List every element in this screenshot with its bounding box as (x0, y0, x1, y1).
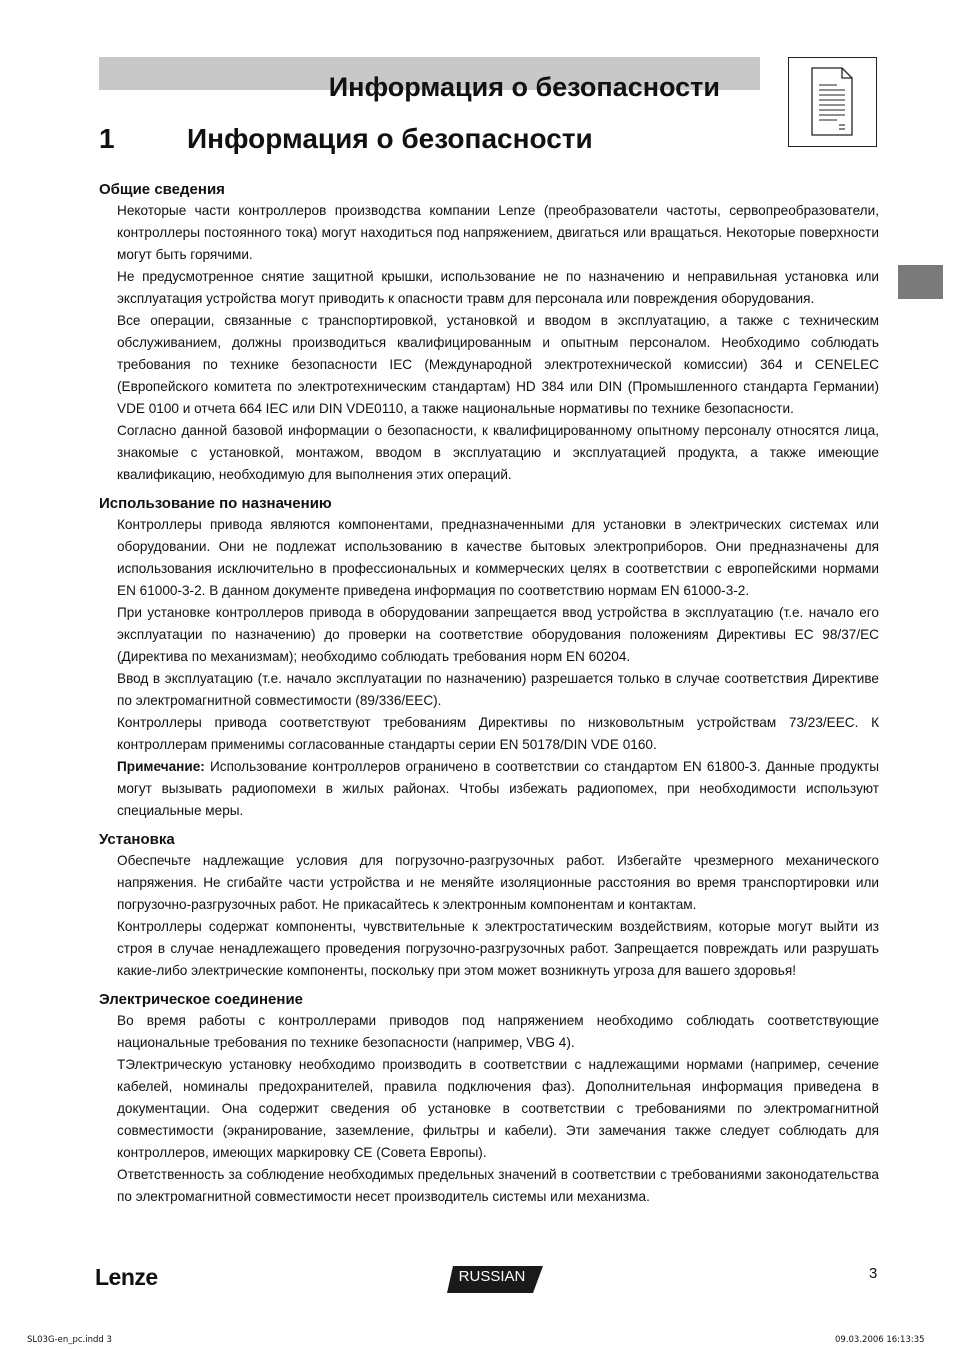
paragraph: Некоторые части контроллеров производства компании Lenze (преобразователи частоты, сервопреобразователи, контроллеры постоянного тока) могут находиться под напряжением, двигаться или вращаться. Некоторые поверхности могут быть горячими. (117, 203, 879, 262)
document-icon (788, 57, 877, 147)
paragraph: Все операции, связанные с транспортировкой, установкой и вводом в эксплуатацию, а также с техническим обслуживанием, должны производиться квалифицированным и опытным персоналом. Необходимо соблюдать требования по технике безопасности IEC (Международной электротехнической комиссии) 364 и CENELEC (Европейского комитета по электротехническим стандартам) HD 384 или DIN (Промышленного стандарта Германии) VDE 0100 и отчета 664 IEC или DIN VDE0110, а также национальные нормативы по технике безопасности. (117, 313, 879, 416)
paragraph: Ответственность за соблюдение необходимых предельных значений в соответствии с требованиями законодательства по электромагнитной совместимости несет производитель системы или механизма. (117, 1167, 879, 1204)
paragraph: Во время работы с контроллерами приводов под напряжением необходимо соблюдать соответствующие национальные требования по технике безопасности (например, VBG 4). (117, 1013, 879, 1050)
section-heading: Установка (99, 831, 175, 848)
chapter-number: 1 (99, 123, 115, 154)
section-intended-use (99, 494, 879, 822)
section-general (99, 180, 879, 486)
print-timestamp: 09.03.2006 16:13:35 (835, 1335, 925, 1345)
file-info: SL03G-en_pc.indd 3 (27, 1335, 112, 1345)
paragraph: Контроллеры привода являются компонентами, предназначенными для установки в электрических системах или оборудовании. Они не подлежат использованию в качестве бытовых электроприборов. Они предназначены для использования исключительно в профессиональных и коммерческих целях в соответствии с европейскими нормами EN 61000-3-2. В данном документе приведена информация по соответствию нормам EN 61000-3-2. (117, 517, 879, 598)
chapter-title: Информация о безопасности (187, 123, 593, 154)
section-electrical-connection (99, 990, 879, 1208)
language-badge (447, 1266, 543, 1293)
section-heading: Использование по назначению (99, 495, 332, 512)
main-content (99, 180, 879, 1208)
paragraph: Обеспечьте надлежащие условия для погрузочно-разгрузочных работ. Избегайте чрезмерного механического напряжения. Не сгибайте части устройства и не меняйте изоляционные расстояния во время транспортировки или погрузочно-разгрузочных работ. Не прикасайтесь к электронным компонентам и контактам. (117, 853, 879, 912)
lenze-logo: Lenze (95, 1264, 158, 1290)
side-tab-marker (898, 265, 943, 299)
language-label: RUSSIAN (458, 1268, 526, 1285)
note-label: Примечание: (117, 759, 205, 774)
paragraph: Ввод в эксплуатацию (т.е. начало эксплуатации по назначению) разрешается только в случае соответствия Директиве по электромагнитной совместимости (89/336/EEC). (117, 671, 879, 708)
paragraph: Не предусмотренное снятие защитной крышки, использование не по назначению и неправильная установка или эксплуатация устройства могут приводить к опасности травм для персонала или повреждения оборудования. (117, 269, 879, 306)
paragraph: При установке контроллеров привода в оборудовании запрещается ввод устройства в эксплуатацию (т.е. начало его эксплуатации по назначению) до проверки на соответствие оборудования положениям Директивы EC 98/37/EC (Директива по механизмам); необходимо соблюдать требования норм EN 60204. (117, 605, 879, 664)
paragraph: Контроллеры содержат компоненты, чувствительные к электростатическим воздействиям, которые могут выйти из строя в случае ненадлежащего проведения погрузочно-разгрузочных работ. Запрещается повреждать или разрушать какие-либо электрические компоненты, поскольку при этом может возникнуть угроза для вашего здоровья! (117, 919, 879, 978)
paragraph: Контроллеры привода соответствуют требованиям Директивы по низковольтным устройствам 73/23/EEC. К контроллерам применимы согласованные стандарты серии EN 50178/DIN VDE 0160. (117, 715, 879, 752)
section-installation (99, 830, 879, 982)
section-heading: Электрическое соединение (99, 991, 304, 1008)
paragraph: TЭлектрическую установку необходимо производить в соответствии с надлежащими нормами (например, сечение кабелей, номиналы предохранителей, правила подключения фаз). Дополнительная информация приведена в документации. Она содержит сведения об установке в соответствии с требованиями по электромагнитной совместимости (экранирование, заземление, фильтры и кабели). Эти замечания также следует соблюдать для контроллеров, имеющих маркировку CE (Совета Европы). (117, 1057, 879, 1160)
page-number: 3 (869, 1265, 878, 1282)
paragraph: Согласно данной базовой информации о безопасности, к квалифицированному опытному персоналу относятся лица, знакомые с установкой, монтажом, вводом в эксплуатацию и эксплуатацией продукта, а также имеющие квалификацию, необходимую для выполнения этих операций. (117, 423, 879, 482)
note-paragraph (117, 756, 879, 822)
banner-title: Информация о безопасности (328, 72, 720, 102)
section-heading: Общие сведения (99, 181, 225, 198)
chapter-heading (99, 121, 593, 157)
note-text: Использование контроллеров ограничено в соответствии со стандартом EN 61800-3. Данные продукты могут вызывать радиопомехи в жилых районах. Чтобы избежать радиопомех, при необходимости используют специальные меры. (117, 759, 879, 818)
